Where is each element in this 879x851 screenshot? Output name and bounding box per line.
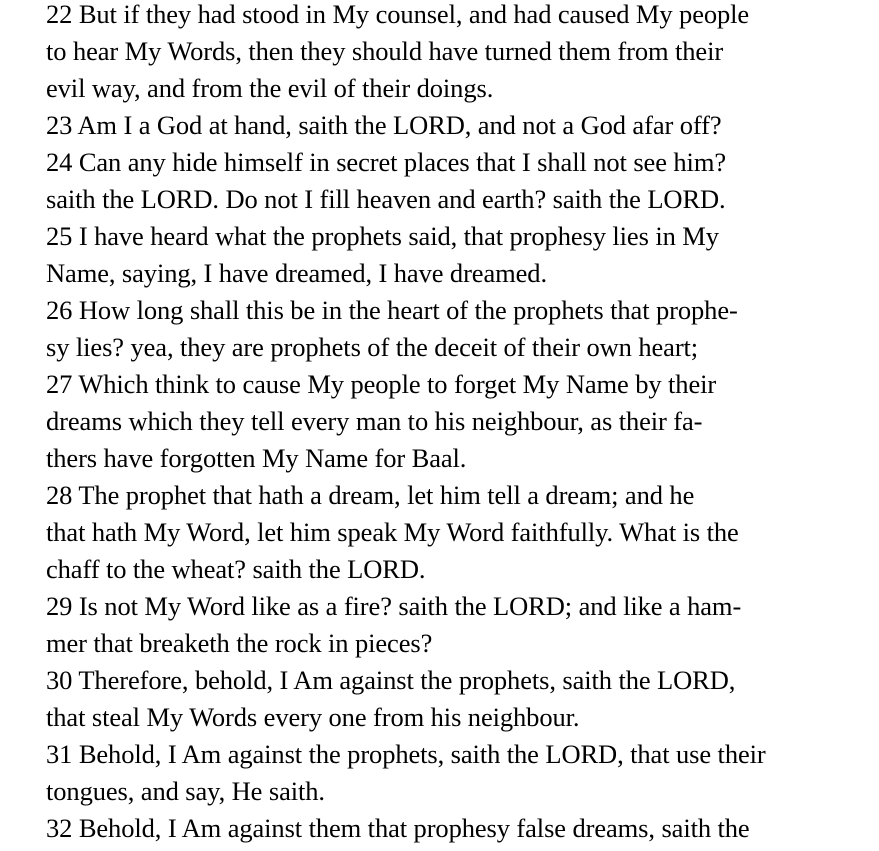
text-line: 27 Which think to cause My people to forget My Name by their bbox=[46, 369, 717, 399]
text-line: 28 The prophet that hath a dream, let him tell a dream; and he bbox=[46, 480, 695, 510]
text-line: 29 Is not My Word like as a fire? saith the LORD; and like a ham- bbox=[46, 591, 742, 621]
text-line: evil way, and from the evil of their doings. bbox=[46, 73, 494, 103]
text-line: dreams which they tell every man to his neighbour, as their fa- bbox=[46, 406, 703, 436]
text-line: thers have forgotten My Name for Baal. bbox=[46, 443, 467, 473]
text-line: saith the LORD. Do not I fill heaven and earth? saith the LORD. bbox=[46, 184, 726, 214]
text-line: 23 Am I a God at hand, saith the LORD, and not a God afar off? bbox=[46, 110, 722, 140]
text-line: that steal My Words every one from his neighbour. bbox=[46, 702, 580, 732]
text-line: 22 But if they had stood in My counsel, and had caused My people bbox=[46, 0, 750, 29]
text-line: chaff to the wheat? saith the LORD. bbox=[46, 554, 426, 584]
text-line: 26 How long shall this be in the heart of the prophets that prophe- bbox=[46, 295, 738, 325]
text-line: 32 Behold, I Am against them that prophesy false dreams, saith the bbox=[46, 813, 750, 843]
text-line: tongues, and say, He saith. bbox=[46, 776, 325, 806]
text-line: to hear My Words, then they should have turned them from their bbox=[46, 36, 724, 66]
text-line: 24 Can any hide himself in secret places that I shall not see him? bbox=[46, 147, 726, 177]
text-line: sy lies? yea, they are prophets of the deceit of their own heart; bbox=[46, 332, 699, 362]
text-line: Name, saying, I have dreamed, I have dreamed. bbox=[46, 258, 547, 288]
scripture-text-page bbox=[46, 0, 866, 847]
text-line: 31 Behold, I Am against the prophets, saith the LORD, that use their bbox=[46, 739, 766, 769]
text-line: 25 I have heard what the prophets said, that prophesy lies in My bbox=[46, 221, 719, 251]
text-line: mer that breaketh the rock in pieces? bbox=[46, 628, 433, 658]
text-line: 30 Therefore, behold, I Am against the prophets, saith the LORD, bbox=[46, 665, 736, 695]
text-line: that hath My Word, let him speak My Word faithfully. What is the bbox=[46, 517, 739, 547]
